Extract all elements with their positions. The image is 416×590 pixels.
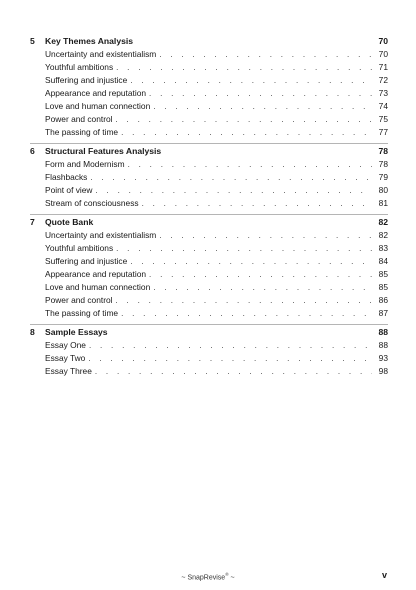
dot-leader [121, 129, 372, 137]
toc-entry[interactable] [30, 269, 388, 282]
toc-entry[interactable] [30, 366, 388, 379]
registered-mark: ® [225, 572, 229, 577]
entry-page: 79 [378, 172, 388, 182]
dot-leader [142, 200, 372, 208]
entry-page: 83 [378, 243, 388, 253]
toc-entry[interactable] [30, 308, 388, 321]
entry-page: 70 [378, 49, 388, 59]
toc-entry[interactable] [30, 243, 388, 256]
section-number: 6 [30, 146, 35, 156]
section-heading[interactable] [30, 217, 388, 230]
page-footer [0, 570, 416, 584]
section-page: 88 [378, 327, 388, 337]
toc-entry[interactable] [30, 172, 388, 185]
footer-brand [0, 572, 416, 581]
entry-page: 75 [378, 114, 388, 124]
entry-title: Suffering and injustice [45, 75, 128, 85]
section-page: 78 [378, 146, 388, 156]
dot-leader [149, 271, 372, 279]
toc-section [30, 327, 388, 382]
entry-title: The passing of time [45, 308, 119, 318]
dot-leader [159, 232, 372, 240]
footer-brand-text: ~ SnapRevise [181, 574, 226, 582]
entry-title: Power and control [45, 114, 113, 124]
toc-entry[interactable] [30, 185, 388, 198]
entry-title: Essay Three [45, 366, 92, 376]
dot-leader [149, 90, 372, 98]
dot-leader [116, 116, 372, 124]
dot-leader [121, 310, 372, 318]
dot-leader [89, 342, 372, 350]
toc-entry[interactable] [30, 282, 388, 295]
entry-title: Point of view [45, 185, 93, 195]
dot-leader [88, 355, 372, 363]
section-page: 70 [378, 36, 388, 46]
toc-entry[interactable] [30, 230, 388, 243]
toc-entry[interactable] [30, 88, 388, 101]
page-number: v [381, 570, 387, 580]
section-heading[interactable] [30, 327, 388, 340]
entry-title: Uncertainty and existentialism [45, 230, 157, 240]
dot-leader [128, 161, 372, 169]
entry-page: 74 [378, 101, 388, 111]
dot-leader [116, 297, 372, 305]
dot-leader [95, 368, 372, 376]
entry-page: 72 [378, 75, 388, 85]
dot-leader [116, 64, 372, 72]
entry-title: Essay Two [45, 353, 86, 363]
entry-page: 98 [378, 366, 388, 376]
entry-title: Stream of consciousness [45, 198, 139, 208]
section-title: Quote Bank [45, 217, 94, 227]
section-title: Structural Features Analysis [45, 146, 162, 156]
toc-entry[interactable] [30, 159, 388, 172]
entry-page: 81 [378, 198, 388, 208]
entry-title: Love and human connection [45, 101, 151, 111]
toc-section [30, 146, 388, 215]
entry-title: Form and Modernism [45, 159, 125, 169]
toc-entry[interactable] [30, 101, 388, 114]
entry-page: 73 [378, 88, 388, 98]
toc-entry[interactable] [30, 256, 388, 269]
entry-title: Youthful ambitions [45, 243, 114, 253]
entry-page: 80 [378, 185, 388, 195]
entry-page: 85 [378, 269, 388, 279]
toc-entry[interactable] [30, 295, 388, 308]
section-heading[interactable] [30, 146, 388, 159]
section-number: 5 [30, 36, 35, 46]
entry-page: 84 [378, 256, 388, 266]
entry-title: Appearance and reputation [45, 88, 147, 98]
entry-title: Essay One [45, 340, 86, 350]
dot-leader [130, 77, 372, 85]
toc-entry[interactable] [30, 127, 388, 140]
entry-page: 78 [378, 159, 388, 169]
entry-page: 82 [378, 230, 388, 240]
section-title: Sample Essays [45, 327, 108, 337]
entry-title: Uncertainty and existentialism [45, 49, 157, 59]
entry-title: Flashbacks [45, 172, 88, 182]
entry-title: Suffering and injustice [45, 256, 128, 266]
toc-entry[interactable] [30, 75, 388, 88]
section-heading[interactable] [30, 36, 388, 49]
section-title: Key Themes Analysis [45, 36, 134, 46]
toc-entry[interactable] [30, 62, 388, 75]
dot-leader [153, 284, 372, 292]
dot-leader [116, 245, 372, 253]
toc-entry[interactable] [30, 340, 388, 353]
entry-title: Appearance and reputation [45, 269, 147, 279]
entry-page: 86 [378, 295, 388, 305]
section-number: 7 [30, 217, 35, 227]
toc-entry[interactable] [30, 198, 388, 211]
dot-leader [95, 187, 372, 195]
entry-title: The passing of time [45, 127, 119, 137]
entry-page: 93 [378, 353, 388, 363]
entry-page: 71 [378, 62, 388, 72]
entry-page: 87 [378, 308, 388, 318]
toc-section [30, 36, 388, 144]
dot-leader [130, 258, 372, 266]
toc-section [30, 217, 388, 325]
section-page: 82 [378, 217, 388, 227]
entry-title: Power and control [45, 295, 113, 305]
entry-page: 77 [378, 127, 388, 137]
entry-page: 88 [378, 340, 388, 350]
toc-entry[interactable] [30, 49, 388, 62]
section-number: 8 [30, 327, 35, 337]
entry-title: Youthful ambitions [45, 62, 114, 72]
table-of-contents [30, 36, 388, 384]
dot-leader [159, 51, 372, 59]
entry-title: Love and human connection [45, 282, 151, 292]
toc-entry[interactable] [30, 353, 388, 366]
dot-leader [153, 103, 372, 111]
footer-brand-tilde: ~ [228, 574, 235, 582]
toc-entry[interactable] [30, 114, 388, 127]
dot-leader [90, 174, 372, 182]
entry-page: 85 [378, 282, 388, 292]
